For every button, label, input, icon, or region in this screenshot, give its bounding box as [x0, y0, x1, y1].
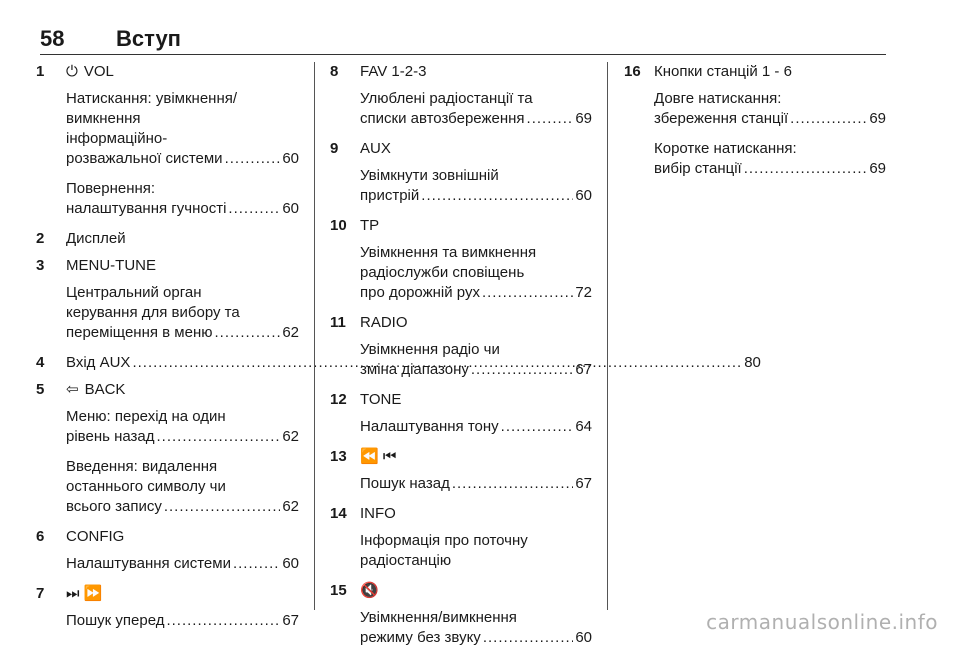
entry-number: 15 [330, 582, 347, 599]
header-rule [40, 54, 886, 55]
description-reference-line [654, 109, 886, 129]
description-text: вибір станції [654, 160, 742, 177]
entry-key [360, 216, 592, 236]
description-line: Коротке натискання: [654, 140, 797, 157]
entry-heading [36, 380, 299, 400]
page-header [40, 26, 886, 54]
entry-key [360, 313, 592, 333]
description-line: вимкнення [66, 110, 141, 127]
description-reference-line [360, 109, 592, 129]
entry-label: AUX [360, 140, 391, 157]
legend-entry [36, 229, 299, 249]
description-reference-line [360, 360, 592, 380]
entry-heading [330, 581, 592, 601]
entry-heading [330, 313, 592, 333]
column-3 [624, 62, 886, 189]
description-text: переміщення в меню [66, 324, 213, 341]
description-text: всього запису [66, 498, 162, 515]
entry-key [360, 447, 592, 467]
entry-number: 3 [36, 257, 45, 274]
legend-entry [36, 527, 299, 574]
description-reference-line [360, 417, 592, 437]
entry-key [360, 62, 592, 82]
description-line: керування для вибору та [66, 304, 240, 321]
description-text: розважальної системи [66, 150, 223, 167]
description-text: рівень назад [66, 428, 155, 445]
entry-key [66, 256, 299, 276]
entry-number: 9 [330, 140, 339, 157]
description-text: Налаштування системи [66, 555, 231, 572]
dot-leader [501, 417, 574, 437]
power-icon: ⏻ [66, 63, 78, 80]
entry-label: TP [360, 217, 380, 234]
entry-description [360, 608, 592, 648]
legend-entry [330, 313, 592, 380]
legend-entry [36, 256, 299, 343]
dot-leader [164, 497, 280, 517]
description-reference-line [360, 474, 592, 494]
entry-description [360, 531, 592, 571]
page-reference: 69 [869, 110, 886, 127]
legend-entry [330, 447, 592, 494]
entry-number: 11 [330, 314, 346, 331]
description-line: радіослужби сповіщень [360, 264, 525, 281]
entry-key [360, 504, 592, 524]
seek-forward-icon: ⏭ ⏩ [66, 585, 103, 602]
description-text: режиму без звуку [360, 629, 481, 646]
entry-description [360, 243, 592, 303]
description-line: Улюблені радіостанції та [360, 90, 533, 107]
page-reference: 60 [282, 555, 299, 572]
description-line: Увімкнути зовнішній [360, 167, 499, 184]
dot-leader [157, 427, 281, 447]
page-reference: 60 [575, 629, 592, 646]
description-line: Увімкнення радіо чи [360, 341, 500, 358]
page-reference: 69 [575, 110, 592, 127]
entry-heading [36, 256, 299, 276]
entry-key [66, 229, 299, 249]
entry-label: CONFIG [66, 528, 125, 545]
page-reference: 64 [575, 418, 592, 435]
description-line: Меню: перехід на один [66, 408, 226, 425]
description-line: Довге натискання: [654, 90, 782, 107]
column-divider-1 [314, 62, 315, 610]
entry-key [66, 527, 299, 547]
page-number: 58 [40, 26, 65, 51]
description-text: про дорожній рух [360, 284, 480, 301]
entry-description [360, 166, 592, 206]
description-reference-line [360, 628, 592, 648]
description-text: Пошук назад [360, 475, 450, 492]
description-text: збереження станції [654, 110, 789, 127]
entry-label: BACK [84, 381, 126, 398]
back-arrow-icon: ⇦ [66, 381, 79, 398]
entry-heading [36, 584, 299, 604]
dot-leader [225, 149, 281, 169]
dot-leader [744, 159, 868, 179]
description-line: Натискання: увімкнення/ [66, 90, 238, 107]
entry-number: 6 [36, 528, 45, 545]
entry-description [654, 89, 886, 129]
legend-entry [330, 504, 592, 571]
entry-description [360, 474, 592, 494]
entry-heading [330, 447, 592, 467]
entry-description [66, 89, 299, 169]
entry-number: 12 [330, 391, 347, 408]
entry-description [66, 179, 299, 219]
description-text: пристрій [360, 187, 420, 204]
dot-leader [228, 199, 280, 219]
description-line: Повернення: [66, 180, 156, 197]
entry-description [360, 340, 592, 380]
entry-label: TONE [360, 391, 402, 408]
description-text: Налаштування тону [360, 418, 499, 435]
description-text: списки автозбереження [360, 110, 525, 127]
description-line: Інформація про поточну [360, 532, 528, 549]
legend-entry [36, 62, 299, 219]
dot-leader [215, 323, 281, 343]
legend-entry [330, 216, 592, 303]
entry-key [360, 139, 592, 159]
entry-label: MENU-TUNE [66, 257, 156, 274]
dot-leader [233, 554, 280, 574]
page-reference: 72 [575, 284, 592, 301]
entry-number: 2 [36, 230, 45, 247]
entry-key [360, 390, 592, 410]
description-reference-line [66, 497, 299, 517]
page-title: Вступ [116, 26, 181, 51]
entry-heading [36, 527, 299, 547]
dot-leader [452, 474, 573, 494]
entry-label: Дисплей [66, 230, 126, 247]
entry-number: 16 [624, 63, 641, 80]
mute-icon: 🔇 [360, 582, 379, 599]
legend-entry [330, 139, 592, 206]
entry-description [66, 611, 299, 631]
entry-number: 8 [330, 63, 339, 80]
dot-leader [527, 109, 574, 129]
entry-heading [330, 62, 592, 82]
page-reference: 62 [282, 498, 299, 515]
entry-number: 14 [330, 505, 347, 522]
description-reference-line [360, 186, 592, 206]
entry-heading [36, 62, 299, 82]
description-line: останнього символу чи [66, 478, 226, 495]
entry-label: INFO [360, 505, 396, 522]
description-line: Введення: видалення [66, 458, 218, 475]
entry-number: 10 [330, 217, 347, 234]
dot-leader [166, 611, 280, 631]
dot-leader [471, 360, 573, 380]
entry-description [66, 407, 299, 447]
entry-key [66, 584, 299, 604]
entry-description [66, 457, 299, 517]
description-reference-line [66, 611, 299, 631]
entry-heading [330, 139, 592, 159]
description-reference-line [654, 159, 886, 179]
description-reference-line [66, 199, 299, 219]
entry-number: 4 [36, 354, 45, 371]
dot-leader [482, 283, 573, 303]
description-line: радіостанцію [360, 552, 452, 569]
page-reference: 62 [282, 428, 299, 445]
entry-number: 13 [330, 448, 347, 465]
description-text: налаштування гучності [66, 200, 227, 217]
entry-number: 7 [36, 585, 45, 602]
entry-description [654, 139, 886, 179]
description-line: Центральний орган [66, 284, 202, 301]
legend-entry [330, 390, 592, 437]
seek-backward-icon: ⏪ ⏮ [360, 448, 397, 465]
entry-key [654, 62, 886, 82]
page-reference: 60 [282, 150, 299, 167]
column-divider-2 [607, 62, 608, 610]
entry-heading [330, 390, 592, 410]
page-reference: 80 [744, 354, 761, 371]
watermark: carmanualsonline.info [706, 610, 938, 634]
entry-heading [36, 229, 299, 249]
column-2 [330, 62, 592, 658]
entry-description [360, 89, 592, 129]
legend-entry [330, 62, 592, 129]
description-text: зміна діапазону [360, 361, 469, 378]
entry-label: Кнопки станцій 1 - 6 [654, 63, 792, 80]
entry-heading [330, 216, 592, 236]
description-reference-line [66, 149, 299, 169]
description-line: Увімкнення та вимкнення [360, 244, 537, 261]
dot-leader [421, 186, 573, 206]
description-line: Увімкнення/вимкнення [360, 609, 517, 626]
entry-description [66, 283, 299, 343]
description-reference-line [360, 283, 592, 303]
dot-leader [790, 109, 867, 129]
entry-key [66, 380, 299, 400]
entry-label: Вхід AUX [66, 354, 131, 371]
legend-entry [36, 380, 299, 517]
page-reference: 69 [869, 160, 886, 177]
entry-key [360, 581, 592, 601]
entry-heading [330, 504, 592, 524]
dot-leader [483, 628, 574, 648]
entry-key [66, 62, 299, 82]
legend-entry [330, 581, 592, 648]
page-reference: 62 [282, 324, 299, 341]
description-text: Пошук уперед [66, 612, 165, 629]
entry-description [360, 417, 592, 437]
entry-description [66, 554, 299, 574]
page-reference: 67 [575, 361, 592, 378]
page-reference: 60 [575, 187, 592, 204]
page-reference: 67 [575, 475, 592, 492]
legend-entry [36, 584, 299, 631]
entry-label: RADIO [360, 314, 408, 331]
entry-number: 5 [36, 381, 45, 398]
description-reference-line [66, 554, 299, 574]
entry-number: 1 [36, 63, 45, 80]
page-reference: 60 [282, 200, 299, 217]
page-reference: 67 [282, 612, 299, 629]
description-reference-line [66, 427, 299, 447]
description-reference-line [66, 323, 299, 343]
legend-entry [624, 62, 886, 179]
entry-label: FAV 1-2-3 [360, 63, 427, 80]
description-line: інформаційно- [66, 130, 168, 147]
entry-heading [624, 62, 886, 82]
entry-label: VOL [83, 63, 114, 80]
